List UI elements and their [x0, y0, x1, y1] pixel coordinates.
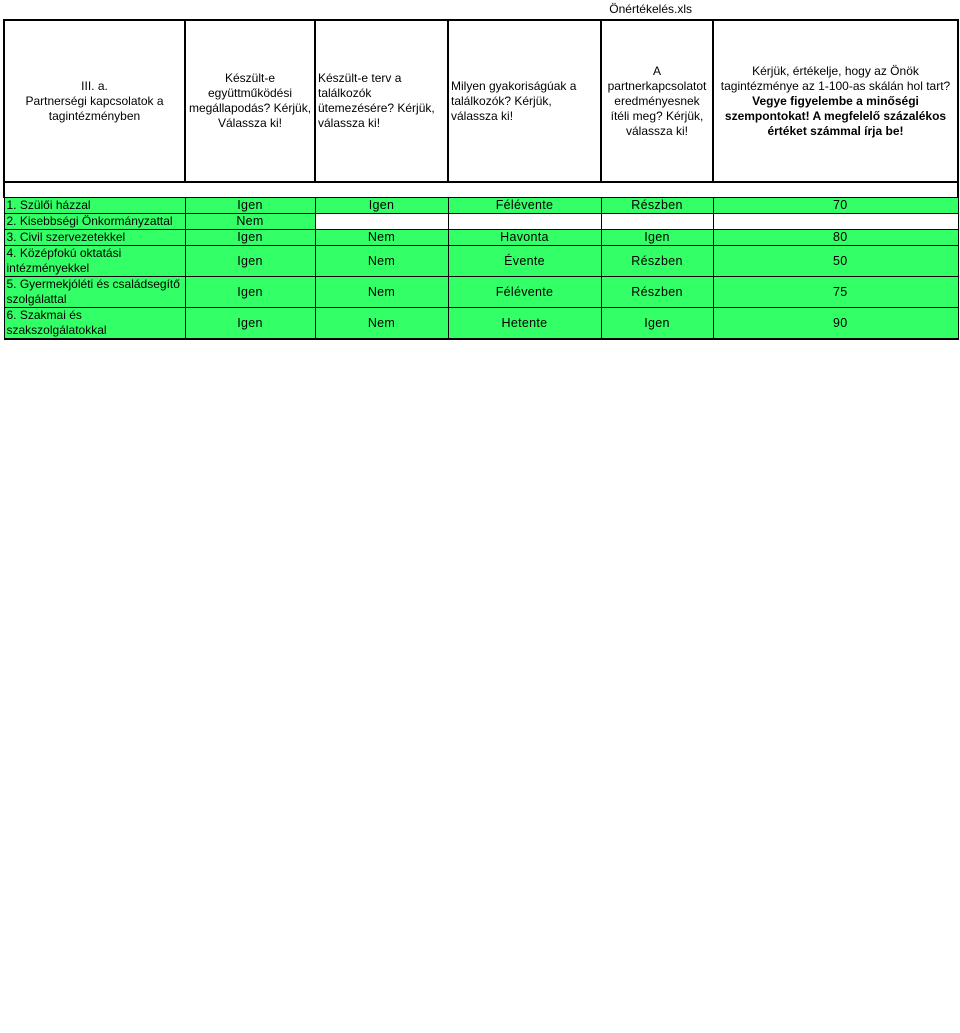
frequency-cell[interactable]: Évente: [448, 246, 601, 277]
header-score-instruction: Vegye figyelembe a minőségi szempontokat! A megfelelő százalékos értéket számmal írja be!: [724, 93, 947, 138]
table-row: [4, 198, 958, 214]
score-cell[interactable]: [713, 214, 958, 230]
frequency-cell[interactable]: [448, 214, 601, 230]
header-agreement: Készült-e együttműködési megállapodás? Kérjük, Válassza ki!: [185, 20, 315, 182]
effective-cell[interactable]: Igen: [601, 308, 713, 340]
score-cell[interactable]: 50: [713, 246, 958, 277]
effective-cell[interactable]: Igen: [601, 230, 713, 246]
header-plan: Készült-e terv a találkozók ütemezésére? Kérjük, válassza ki!: [315, 20, 448, 182]
agreement-cell[interactable]: Igen: [185, 198, 315, 214]
row-label[interactable]: 2. Kisebbségi Önkormányzattal: [4, 214, 185, 230]
score-cell[interactable]: 90: [713, 308, 958, 340]
header-effective: A partnerkapcsolatot eredményesnek ítéli meg? Kérjük, válassza ki!: [601, 20, 713, 182]
section-title-cell: [4, 20, 185, 182]
row-label[interactable]: 4. Középfokú oktatási intézményekkel: [4, 246, 185, 277]
section-title: Partnerségi kapcsolatok a tagintézményben: [25, 93, 164, 123]
score-cell[interactable]: 80: [713, 230, 958, 246]
table-row: [4, 308, 958, 340]
score-cell[interactable]: 75: [713, 277, 958, 308]
table-row: [4, 277, 958, 308]
table-row: [4, 246, 958, 277]
plan-cell[interactable]: [315, 214, 448, 230]
table-row: [4, 214, 958, 230]
row-label[interactable]: 3. Civil szervezetekkel: [4, 230, 185, 246]
agreement-cell[interactable]: Nem: [185, 214, 315, 230]
effective-cell[interactable]: Részben: [601, 198, 713, 214]
header-score: [713, 20, 958, 182]
effective-cell[interactable]: [601, 214, 713, 230]
frequency-cell[interactable]: Félévente: [448, 198, 601, 214]
file-name: Önértékelés.xls: [609, 2, 692, 16]
agreement-cell[interactable]: Igen: [185, 230, 315, 246]
agreement-cell[interactable]: Igen: [185, 308, 315, 340]
spacer-row: [4, 182, 958, 198]
agreement-cell[interactable]: Igen: [185, 246, 315, 277]
effective-cell[interactable]: Részben: [601, 277, 713, 308]
header-frequency: Milyen gyakoriságúak a találkozók? Kérjük, válassza ki!: [448, 20, 601, 182]
frequency-cell[interactable]: Félévente: [448, 277, 601, 308]
plan-cell[interactable]: Nem: [315, 308, 448, 340]
table-row: [4, 230, 958, 246]
effective-cell[interactable]: Részben: [601, 246, 713, 277]
frequency-cell[interactable]: Hetente: [448, 308, 601, 340]
plan-cell[interactable]: Nem: [315, 277, 448, 308]
section-number: III. a.: [81, 78, 108, 93]
header-score-question: Kérjük, értékelje, hogy az Önök tagintézménye az 1-100-as skálán hol tart?: [720, 63, 951, 93]
plan-cell[interactable]: Igen: [315, 198, 448, 214]
row-label[interactable]: 1. Szülői házzal: [4, 198, 185, 214]
plan-cell[interactable]: Nem: [315, 246, 448, 277]
plan-cell[interactable]: Nem: [315, 230, 448, 246]
score-cell[interactable]: 70: [713, 198, 958, 214]
spreadsheet-table: [3, 19, 959, 340]
header-row: [4, 20, 958, 182]
spacer-cell: [4, 182, 958, 198]
agreement-cell[interactable]: Igen: [185, 277, 315, 308]
frequency-cell[interactable]: Havonta: [448, 230, 601, 246]
row-label[interactable]: 6. Szakmai és szakszolgálatokkal: [4, 308, 185, 340]
row-label[interactable]: 5. Gyermekjóléti és családsegítő szolgálattal: [4, 277, 185, 308]
